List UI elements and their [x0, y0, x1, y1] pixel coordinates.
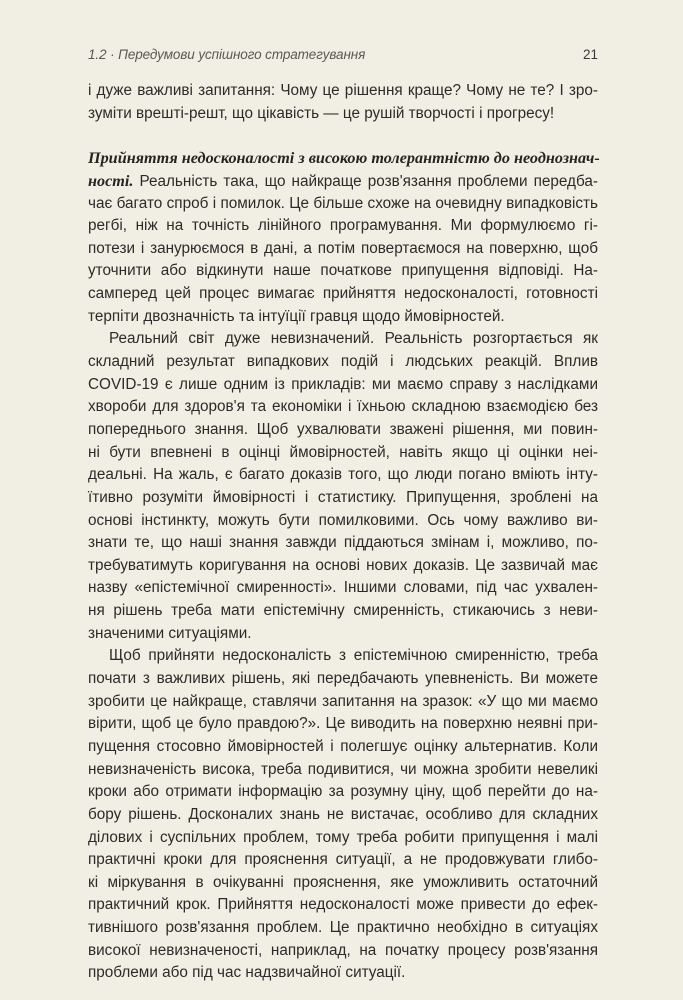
- text-line: проблеми або під час надзвичайної ситуації.: [88, 964, 406, 982]
- body-text: [88, 80, 598, 985]
- paragraph-epistemic-humility: [88, 645, 598, 985]
- text-line: [88, 147, 598, 170]
- text-line: ня рішень треба мати епістемічну смиренність, стикаючись з неви-: [88, 602, 598, 620]
- text-line: бору рішень. Досконалих знань не вистачає, особливо для складних: [88, 805, 598, 823]
- text-line: Реальний світ дуже невизначений. Реальність розгортається як: [109, 330, 598, 348]
- text-line: практичні кроки для прояснення ситуації, а не продовжувати глибо-: [88, 851, 598, 869]
- text-line: уточнити або відкинути наше початкове припущення відповіді. На-: [88, 262, 598, 280]
- text-line: тивнішого розв'язання проблем. Це практично необхідно в ситуаціях: [88, 919, 598, 937]
- text-line: попереднього знання. Щоб ухвалювати зважені рішення, ми повин-: [88, 420, 598, 438]
- text-line: [88, 170, 598, 193]
- running-head: [88, 47, 598, 65]
- text-line: потези і занурюємося в дані, а потім повертаємося на поверхню, щоб: [88, 239, 598, 257]
- text-line: требуватимуть коригування на основі нових доказів. Це зазвичай має: [88, 556, 598, 574]
- text-line: практичний крок. Прийняття недосконалості може привести до ефек-: [88, 896, 598, 914]
- section-title: 1.2 · Передумови успішного стратегування: [88, 47, 366, 62]
- text-line: назву «епістемічної смиренності». Іншими словами, під час ухвален-: [88, 579, 598, 597]
- text-line: Щоб прийняти недосконалість з епістемічною смиренністю, треба: [109, 647, 598, 665]
- run-in-heading-end: ності.: [88, 171, 134, 190]
- text-line: і дуже важливі запитання: Чому це рішення краще? Чому не те? І зро-: [88, 82, 598, 99]
- text-line: вірити, щоб це було правдою?». Це виводить на поверхню неявні при-: [88, 715, 598, 733]
- text-line: регбі, ніж на точність лінійного програмування. Ми формулюємо гі-: [88, 217, 598, 235]
- text-line: високої невизначеності, наприклад, на початку процесу розв'язання: [88, 941, 598, 959]
- paragraph-imperfection: [88, 147, 598, 328]
- text-line: кроки або отримати інформацію за розумну ціну, щоб перейти до на-: [88, 783, 598, 801]
- page-number: 21: [582, 47, 598, 62]
- text-line: знати те, що наші знання завжди піддаються змінам і, можливо, по-: [88, 534, 598, 552]
- text-line: значеними ситуаціями.: [88, 624, 252, 642]
- text-line: деальні. На жаль, є багато доказів того, що люди погано вміють інту-: [88, 466, 598, 484]
- text-line: кі міркування в очікуванні прояснення, яке уможливить остаточний: [88, 873, 598, 891]
- text-line: складний результат випадкових подій і людських реакцій. Вплив: [88, 353, 598, 371]
- text-line: зробити це найкраще, ставлячи запитання на зразок: «У що ми маємо: [88, 692, 598, 710]
- text-line: пущення стосовно ймовірностей і полегшує оцінку альтернатив. Коли: [88, 737, 598, 755]
- text-line: ні бути впевнені в оцінці ймовірностей, навіть якщо ці оцінки неі-: [88, 443, 598, 461]
- text-run: Реальність така, що найкраще розв'язання проблеми передба-: [133, 172, 598, 190]
- text-line: COVID-19 є лише одним із прикладів: ми маємо справу з наслідками: [88, 375, 598, 393]
- text-line: почати з важливих рішень, які передбачають упевненість. Ви можете: [88, 670, 598, 688]
- paragraph-continuation: [88, 80, 598, 125]
- paragraph-uncertainty: [88, 328, 598, 645]
- text-line: зуміти врешті-решт, що цікавість — це рушій творчості і прогресу!: [88, 104, 555, 122]
- text-line: невизначеність висока, треба подивитися, чи можна зробити невеликі: [88, 760, 598, 778]
- section-gap: [88, 125, 598, 147]
- text-line: їтивно розуміти ймовірності і статистику. Припущення, зроблені на: [88, 488, 598, 506]
- text-line: самперед цей процес вимагає прийняття недосконалості, готовності: [88, 285, 598, 303]
- text-line: основі інстинкту, можуть бути помилковими. Ось чому важливо ви-: [88, 511, 598, 529]
- text-line: терпіти двозначність та інтуїції гравця щодо ймовірностей.: [88, 307, 505, 325]
- text-line: чає багато спроб і помилок. Це більше схоже на очевидну випадковість: [88, 194, 598, 212]
- text-line: хвороби для здоров'я та економіки і їхньою складною взаємодією без: [88, 398, 598, 416]
- run-in-heading: Прийняття недосконалості з високою толерантністю до неоднознач-: [88, 149, 600, 168]
- text-line: ділових і суспільних проблем, тому треба робити припущення і малі: [88, 828, 598, 846]
